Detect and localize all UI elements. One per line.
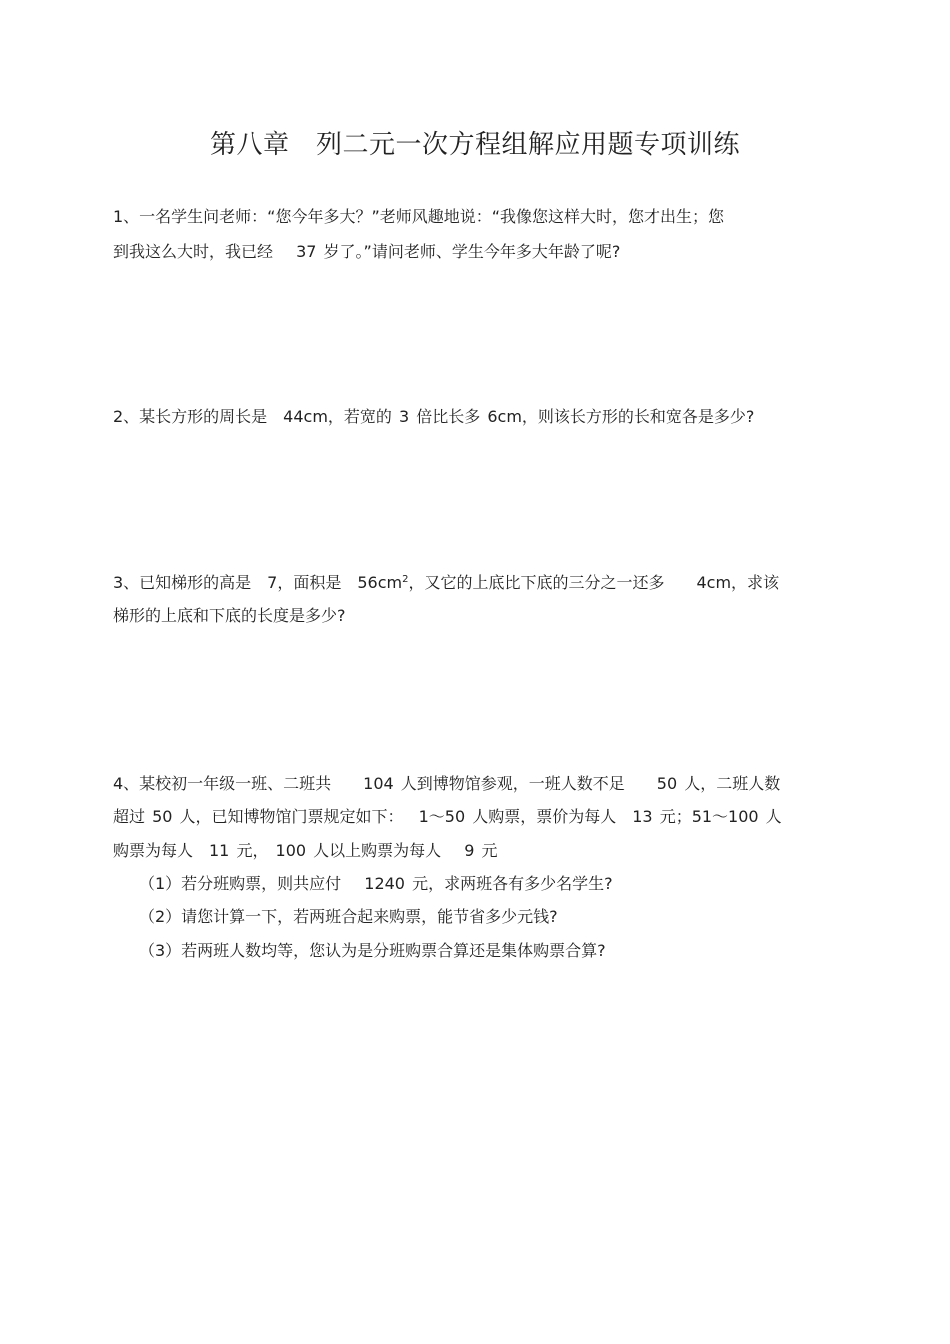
superscript-2: 2 xyxy=(402,574,409,585)
problem-4-line-1: 4、某校初一年级一班、二班共 104 人到博物馆参观，一班人数不足 50 人，二班人数 xyxy=(113,774,781,793)
problem-4-sub-question-1: （1）若分班购票，则共应付 1240 元，求两班各有多少名学生? xyxy=(139,874,613,893)
problem-3-line-2: 梯形的上底和下底的长度是多少? xyxy=(113,606,346,625)
problem-1-line-2: 到我这么大时，我已经 37 岁了。”请问老师、学生今年多大年龄了呢? xyxy=(113,242,621,261)
problem-3-text-b: ，又它的上底比下底的三分之一还多 4cm，求该 xyxy=(408,573,780,592)
problem-4-sub-question-3: （3）若两班人数均等，您认为是分班购票合算还是集体购票合算? xyxy=(139,941,606,960)
problem-3-line-1 xyxy=(113,572,779,594)
problem-2-line-1: 2、某长方形的周长是 44cm，若宽的 3 倍比长多 6cm，则该长方形的长和宽各是多少? xyxy=(113,407,755,426)
problem-4-sub-question-2: （2）请您计算一下，若两班合起来购票，能节省多少元钱? xyxy=(139,907,558,926)
problem-4-line-3: 购票为每人 11 元， 100 人以上购票为每人 9 元 xyxy=(113,841,498,860)
problem-1-line-1: 1、一名学生问老师：“您今年多大？”老师风趣地说：“我像您这样大时，您才出生；您 xyxy=(113,207,725,226)
page-title: 第八章 列二元一次方程组解应用题专项训练 xyxy=(209,130,740,160)
problem-4-line-2: 超过 50 人，已知博物馆门票规定如下： 1～50 人购票，票价为每人 13 元；51～100 人 xyxy=(113,807,782,826)
problem-3-text-a: 3、已知梯形的高是 7，面积是 56cm xyxy=(113,573,403,592)
